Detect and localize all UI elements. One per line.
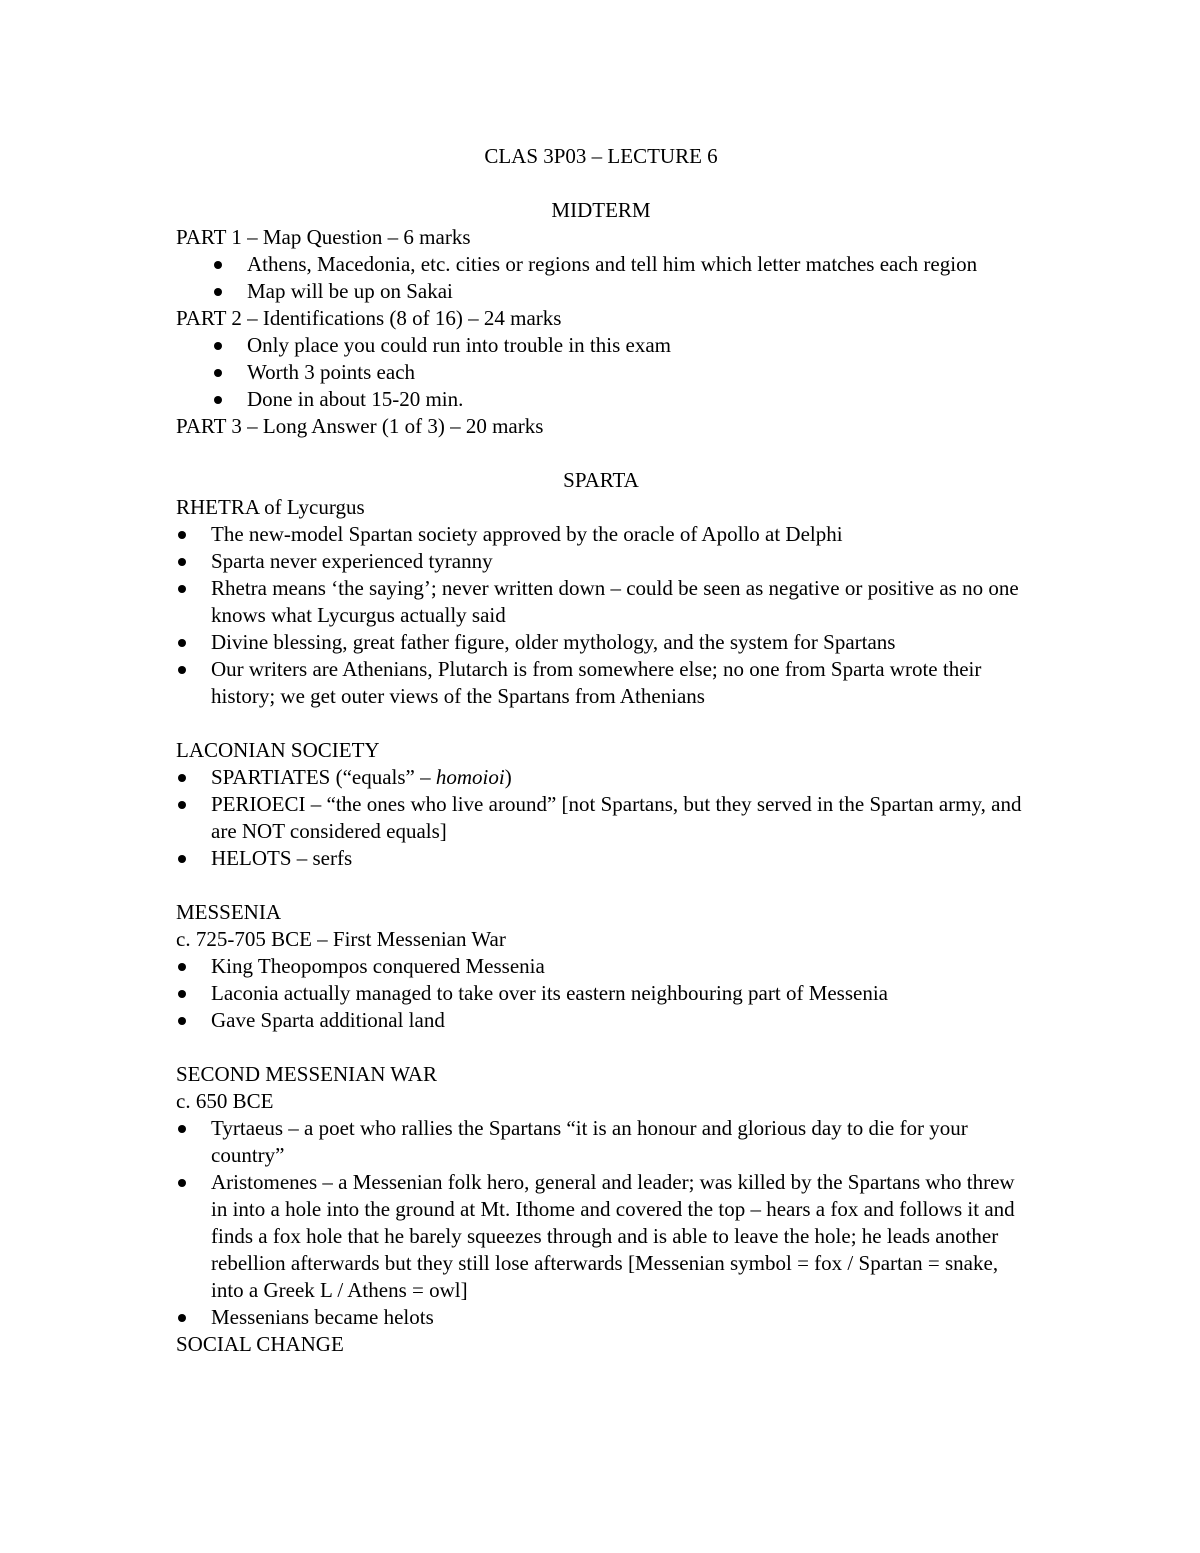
bullet-icon	[178, 801, 186, 809]
bullet-icon	[178, 963, 186, 971]
bullet-icon	[178, 1314, 186, 1322]
rhetra-list	[176, 521, 1026, 710]
midterm-part2: PART 2 – Identifications (8 of 16) – 24 marks	[176, 306, 562, 330]
list-item: Divine blessing, great father figure, older mythology, and the system for Spartans	[176, 629, 1026, 656]
social-change-heading: SOCIAL CHANGE	[176, 1332, 344, 1356]
list-item: Only place you could run into trouble in this exam	[176, 332, 1026, 359]
messenia-list	[176, 953, 1026, 1034]
midterm-heading: MIDTERM	[551, 198, 651, 222]
list-item: King Theopompos conquered Messenia	[176, 953, 1026, 980]
bullet-icon	[178, 1179, 186, 1187]
list-item: Messenians became helots	[176, 1304, 1026, 1331]
spacer	[176, 440, 1026, 467]
list-item: HELOTS – serfs	[176, 845, 1026, 872]
bullet-icon	[214, 369, 222, 377]
bullet-icon	[178, 531, 186, 539]
list-item: Aristomenes – a Messenian folk hero, general and leader; was killed by the Spartans who threw in into a hole into the ground at Mt. Ithome and covered the top – hears a fox and follows it and finds a fox hole that he barely squeezes through and is able to leave the hole; he leads another rebellion afterwards but they still lose afterwards [Messenian symbol = fox / Spartan = snake, into a Greek L / Athens = owl]	[176, 1169, 1026, 1304]
second-war-heading: SECOND MESSENIAN WAR	[176, 1062, 437, 1086]
second-war-date: c. 650 BCE	[176, 1089, 274, 1113]
laconian-heading: LACONIAN SOCIETY	[176, 738, 380, 762]
document-page	[176, 143, 1026, 1358]
list-item: Athens, Macedonia, etc. cities or regions and tell him which letter matches each region	[176, 251, 1026, 278]
midterm-part3: PART 3 – Long Answer (1 of 3) – 20 marks	[176, 414, 544, 438]
list-item: Worth 3 points each	[176, 359, 1026, 386]
spacer	[176, 710, 1026, 737]
second-war-list	[176, 1115, 1026, 1331]
bullet-icon	[214, 261, 222, 269]
bullet-icon	[214, 288, 222, 296]
bullet-icon	[178, 639, 186, 647]
midterm-part1: PART 1 – Map Question – 6 marks	[176, 225, 471, 249]
rhetra-heading: RHETRA of Lycurgus	[176, 495, 365, 519]
list-item: The new-model Spartan society approved by the oracle of Apollo at Delphi	[176, 521, 1026, 548]
bullet-icon	[178, 585, 186, 593]
part2-list	[176, 332, 1026, 413]
list-item: Gave Sparta additional land	[176, 1007, 1026, 1034]
list-item: Our writers are Athenians, Plutarch is from somewhere else; no one from Sparta wrote their history; we get outer views of the Spartans from Athenians	[176, 656, 1026, 710]
bullet-icon	[178, 990, 186, 998]
sparta-heading: SPARTA	[563, 468, 639, 492]
laconian-list	[176, 764, 1026, 872]
document-title: CLAS 3P03 – LECTURE 6	[484, 144, 718, 168]
part1-list	[176, 251, 1026, 305]
messenia-heading: MESSENIA	[176, 900, 282, 924]
list-item: Sparta never experienced tyranny	[176, 548, 1026, 575]
list-item: Tyrtaeus – a poet who rallies the Spartans “it is an honour and glorious day to die for your country”	[176, 1115, 1026, 1169]
bullet-icon	[178, 558, 186, 566]
list-item: PERIOECI – “the ones who live around” [not Spartans, but they served in the Spartan army, and are NOT considered equals]	[176, 791, 1026, 845]
list-item: Rhetra means ‘the saying’; never written down – could be seen as negative or positive as no one knows what Lycurgus actually said	[176, 575, 1026, 629]
list-item: Map will be up on Sakai	[176, 278, 1026, 305]
bullet-icon	[214, 396, 222, 404]
bullet-icon	[178, 1125, 186, 1133]
spacer	[176, 1034, 1026, 1061]
bullet-icon	[178, 1017, 186, 1025]
bullet-icon	[178, 855, 186, 863]
bullet-icon	[178, 774, 186, 782]
list-item: Laconia actually managed to take over its eastern neighbouring part of Messenia	[176, 980, 1026, 1007]
list-item: SPARTIATES (“equals” – homoioi)	[176, 764, 1026, 791]
spacer	[176, 170, 1026, 197]
bullet-icon	[178, 666, 186, 674]
messenia-date: c. 725-705 BCE – First Messenian War	[176, 927, 506, 951]
list-item: Done in about 15-20 min.	[176, 386, 1026, 413]
bullet-icon	[214, 342, 222, 350]
spacer	[176, 872, 1026, 899]
